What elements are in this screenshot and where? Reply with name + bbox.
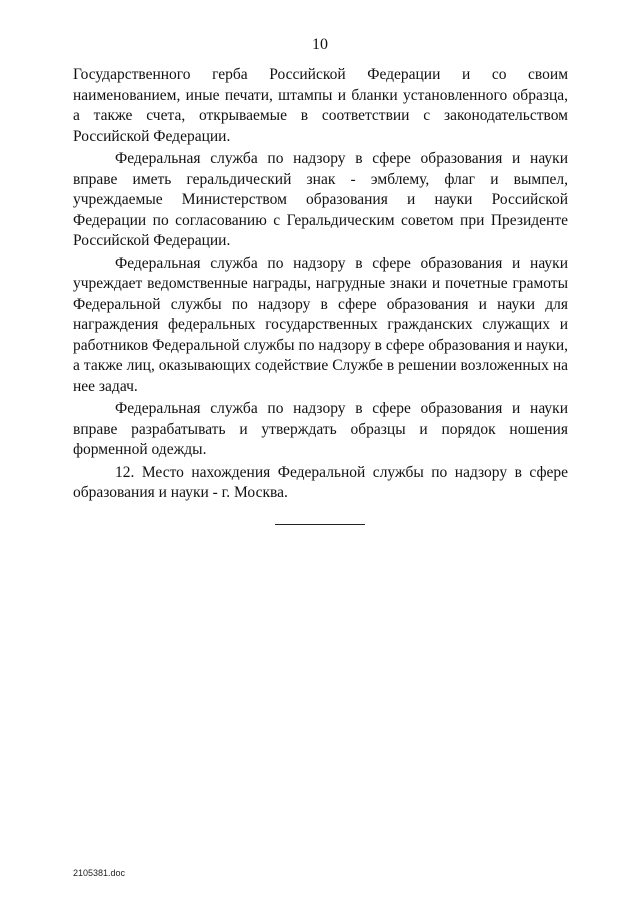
paragraph-heraldic-sign: Федеральная служба по надзору в сфере образования и науки вправе иметь геральдический знак - эмблему, флаг и вымпел, учреждаемые Министерством образования и науки Российской Федерации по согласованию с Геральдическим советом при Президенте Российской Федерации. bbox=[73, 150, 568, 249]
footer-filename: 2105381.doc bbox=[73, 868, 126, 878]
page-number: 10 bbox=[312, 36, 328, 53]
paragraph-location: 12. Место нахождения Федеральной службы по надзору в сфере образования и науки - г. Москва. bbox=[73, 463, 568, 501]
end-separator-line bbox=[275, 524, 365, 525]
document-body bbox=[73, 65, 568, 506]
paragraph-continuation: Государственного герба Российской Федерации и со своим наименованием, иные печати, штампы и бланки установленного образца, а также счета, открываемые в соответствии с законодательством Российской Федерации. bbox=[73, 66, 568, 145]
paragraph-uniform: Федеральная служба по надзору в сфере образования и науки вправе разрабатывать и утверждать образцы и порядок ношения форменной одежды. bbox=[73, 400, 568, 458]
paragraph-awards: Федеральная служба по надзору в сфере образования и науки учреждает ведомственные награды, нагрудные знаки и почетные грамоты Федеральной службы по надзору в сфере образования и науки для награждения федеральных государственных гражданских служащих и работников Федеральной службы по надзору в сфере образования и науки, а также лиц, оказывающих содействие Службе в решении возложенных на нее задач. bbox=[73, 254, 568, 395]
